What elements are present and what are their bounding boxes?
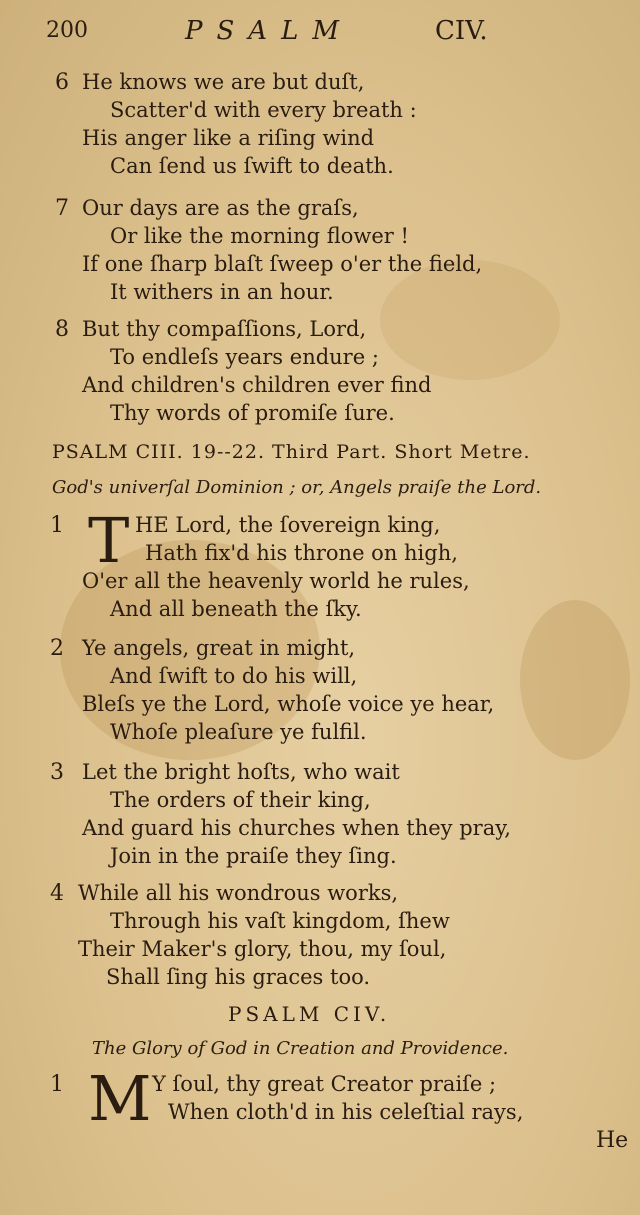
stanza-number: 8 — [55, 317, 69, 342]
verse-line: It withers in an hour. — [110, 280, 334, 304]
verse-line: Can ſend us ſwift to death. — [110, 154, 394, 178]
verse-line: Our days are as the graſs, — [82, 196, 359, 220]
verse-line: O'er all the heavenly world he rules, — [82, 569, 470, 593]
verse-line: And children's children ever find — [82, 373, 432, 397]
verse-line: When cloth'd in his celeſtial rays, — [168, 1100, 524, 1124]
verse-line: Thy words of promiſe ſure. — [110, 401, 395, 425]
verse-line: The orders of their king, — [110, 788, 371, 812]
verse-line: Their Maker's glory, thou, my ſoul, — [78, 937, 447, 961]
verse-line: Shall ſing his graces too. — [106, 965, 371, 989]
verse-line: Bleſs ye the Lord, whoſe voice ye hear, — [82, 692, 495, 716]
verse-line: Y ſoul, thy great Creator praiſe ; — [152, 1072, 497, 1096]
verse-line: To endleſs years endure ; — [110, 345, 379, 369]
drop-cap: T — [88, 504, 130, 577]
verse-line: Join in the praiſe they ſing. — [110, 844, 397, 868]
verse-line: Or like the morning flower ! — [110, 224, 409, 248]
verse-line: Ye angels, great in might, — [82, 636, 356, 660]
psalm-subtitle: The Glory of God in Creation and Providence. — [92, 1038, 509, 1059]
verse-line: He knows we are but duſt, — [82, 70, 365, 94]
verse-line: While all his wondrous works, — [78, 881, 399, 905]
verse-line: Let the bright hoſts, who wait — [82, 760, 400, 784]
verse-line: Whoſe pleaſure ye fulfil. — [110, 720, 367, 744]
stanza-number: 2 — [50, 636, 64, 661]
verse-line: And guard his churches when they pray, — [82, 816, 511, 840]
stanza-number: 1 — [50, 1072, 64, 1097]
stanza-number: 6 — [55, 70, 69, 95]
psalm-heading: PSALM CIV. — [228, 1002, 391, 1026]
stanza-number: 7 — [55, 196, 69, 221]
stanza-number: 1 — [50, 513, 64, 538]
verse-line: And ſwift to do his will, — [110, 664, 358, 688]
verse-line: Through his vaſt kingdom, ſhew — [110, 909, 450, 933]
verse-line: But thy compaſſions, Lord, — [82, 317, 367, 341]
section-subtitle: God's univerſal Dominion ; or, Angels praiſe the Lord. — [52, 477, 542, 498]
verse-line: Scatter'd with every breath : — [110, 98, 417, 122]
stanza-number: 4 — [50, 881, 64, 906]
catchword: He — [596, 1128, 629, 1153]
verse-line: HE Lord, the ſovereign king, — [135, 513, 441, 537]
page-number: 200 — [46, 18, 88, 43]
verse-line: Hath fix'd his throne on high, — [145, 541, 458, 565]
verse-line: If one ſharp blaſt ſweep o'er the field, — [82, 252, 483, 276]
drop-cap: M — [88, 1062, 152, 1135]
running-title: PSALM — [185, 16, 353, 46]
verse-line: His anger like a riſing wind — [82, 126, 375, 150]
running-number: CIV. — [435, 16, 488, 46]
section-heading: PSALM CIII. 19--22. Third Part. Short Metre. — [52, 441, 531, 463]
stanza-number: 3 — [50, 760, 64, 785]
verse-line: And all beneath the ſky. — [110, 597, 362, 621]
